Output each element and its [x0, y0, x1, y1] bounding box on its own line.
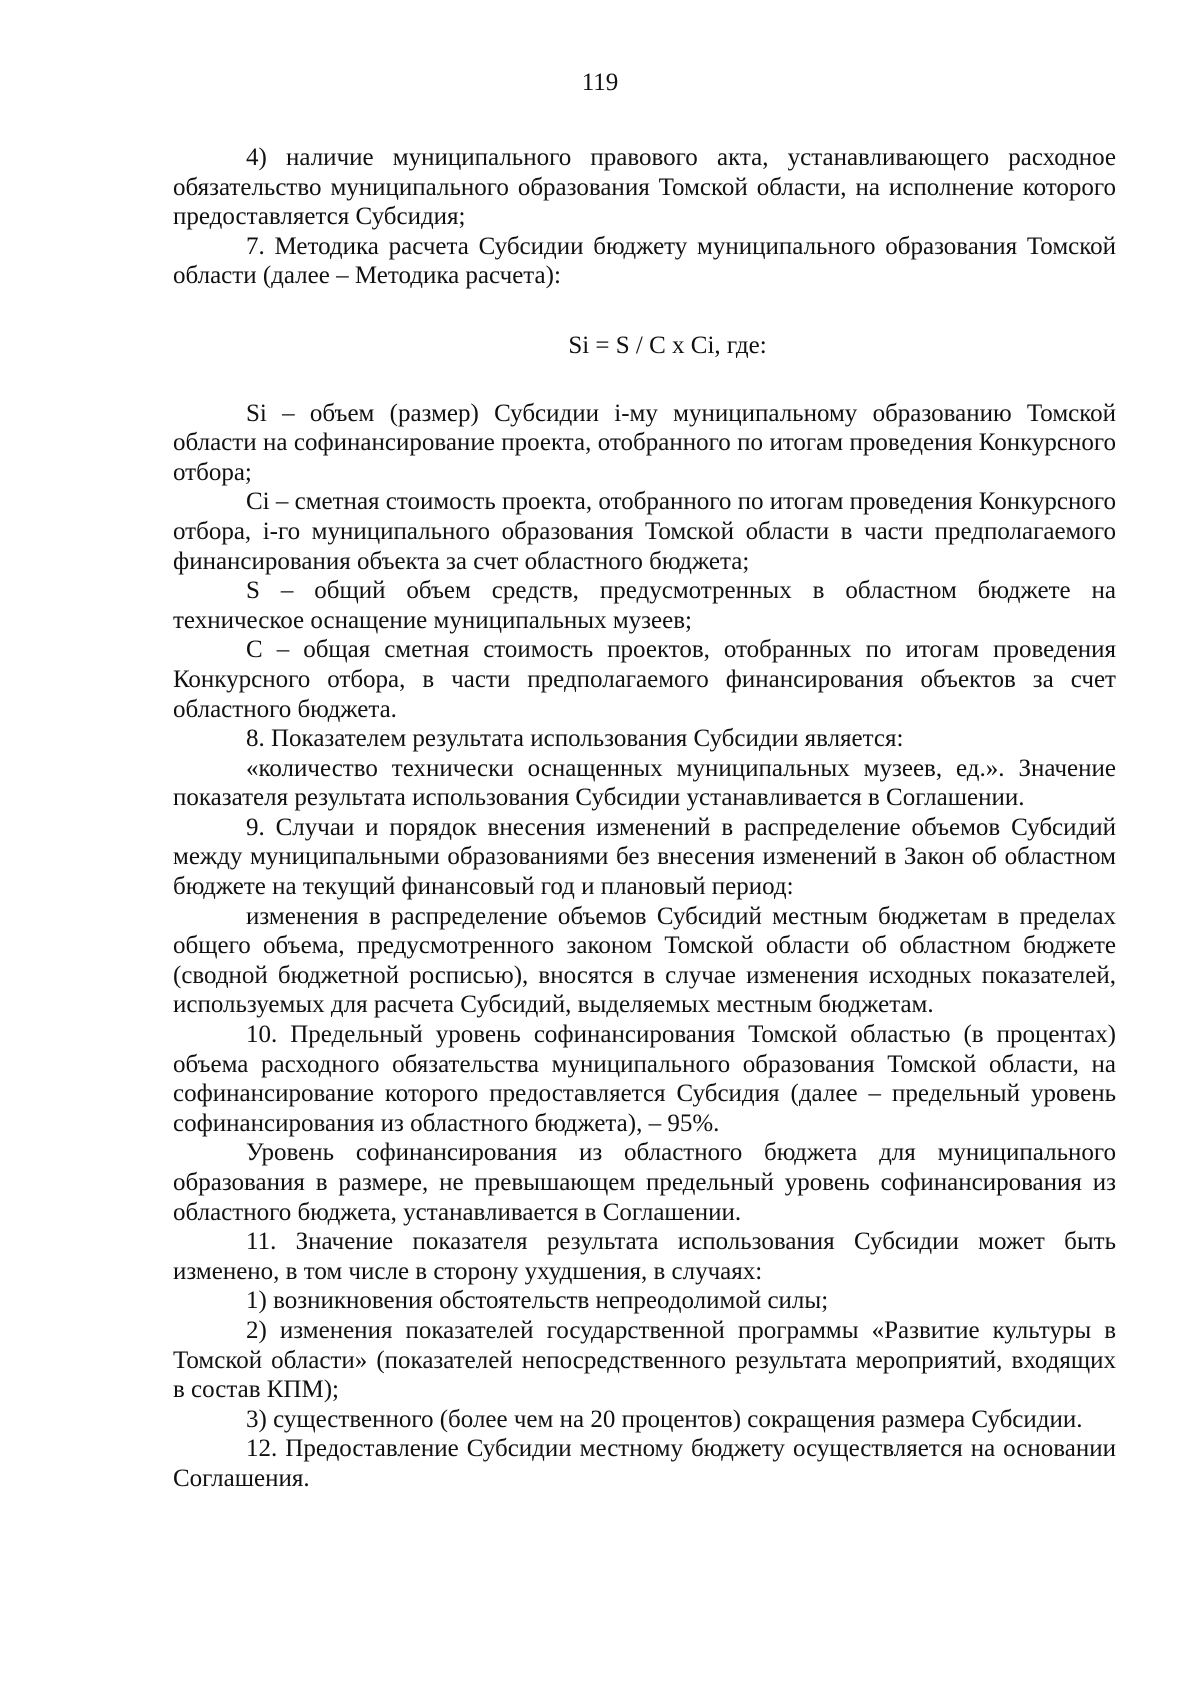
paragraph-cofinancing-level: Уровень софинансирования из областного бюджета для муниципального образования в размере, не превышающем предельный уровень софинансирования из областного бюджета, устанавливается в Соглашении.	[173, 1139, 1116, 1226]
paragraph-section-11: 11. Значение показателя результата использования Субсидии может быть изменено, в том числе в сторону ухудшения, в случаях:	[173, 1228, 1116, 1285]
paragraph-section-12: 12. Предоставление Субсидии местному бюджету осуществляется на основании Соглашения.	[173, 1435, 1116, 1492]
paragraph-def-s: S – общий объем средств, предусмотренных в областном бюджете на техническое оснащение муниципальных музеев;	[173, 577, 1116, 634]
paragraph-case-1: 1) возникновения обстоятельств непреодолимой силы;	[246, 1287, 829, 1315]
document-body	[173, 143, 1116, 1494]
paragraph-def-c: C – общая сметная стоимость проектов, отобранных по итогам проведения Конкурсного отбора, в части предполагаемого финансирования объектов за счет областного бюджета.	[173, 636, 1116, 723]
paragraph-def-si: Si – объем (размер) Субсидии i-му муниципальному образованию Томской области на софинансирование проекта, отобранного по итогам проведения Конкурсного отбора;	[173, 399, 1116, 486]
paragraph-item-4: 4) наличие муниципального правового акта, устанавливающего расходное обязательство муниципального образования Томской области, на исполнение которого предоставляется Субсидия;	[173, 144, 1116, 231]
paragraph-case-3: 3) существенного (более чем на 20 процентов) сокращения размера Субсидии.	[246, 1405, 1083, 1433]
formula: Si = S / C x Ci, где:	[568, 331, 767, 359]
paragraph-section-8: 8. Показателем результата использования Субсидии является:	[246, 725, 904, 753]
paragraph-section-7: 7. Методика расчета Субсидии бюджету муниципального образования Томской области (далее – Методика расчета):	[173, 232, 1116, 290]
paragraph-section-10: 10. Предельный уровень софинансирования Томской областью (в процентах) объема расходного обязательства муниципального образования Томской области, на софинансирование которого предоставляется Субсидия (далее – предельный уровень софинансирования из областного бюджета), – 95%.	[173, 1021, 1116, 1137]
paragraph-indicator: «количество технически оснащенных муниципальных музеев, ед.». Значение показателя результата использования Субсидии устанавливается в Соглашении.	[173, 754, 1116, 812]
page-number: 119	[581, 69, 619, 96]
paragraph-section-9: 9. Случаи и порядок внесения изменений в распределение объемов Субсидий между муниципальными образованиями без внесения изменений в Закон об областном бюджете на текущий финансовый год и плановый период:	[173, 813, 1116, 901]
paragraph-def-ci: Ci – сметная стоимость проекта, отобранного по итогам проведения Конкурсного отбора, i-го муниципального образования Томской области в части предполагаемого финансирования объекта за счет областного бюджета;	[173, 488, 1116, 575]
paragraph-case-2: 2) изменения показателей государственной программы «Развитие культуры в Томской области» (показателей непосредственного результата мероприятий, входящих в состав КПМ);	[173, 1316, 1116, 1404]
paragraph-changes: изменения в распределение объемов Субсидий местным бюджетам в пределах общего объема, предусмотренного законом Томской области об областном бюджете (сводной бюджетной росписью), вносятся в случае изменения исходных показателей, используемых для расчета Субсидий, выделяемых местным бюджетам.	[173, 902, 1116, 1019]
